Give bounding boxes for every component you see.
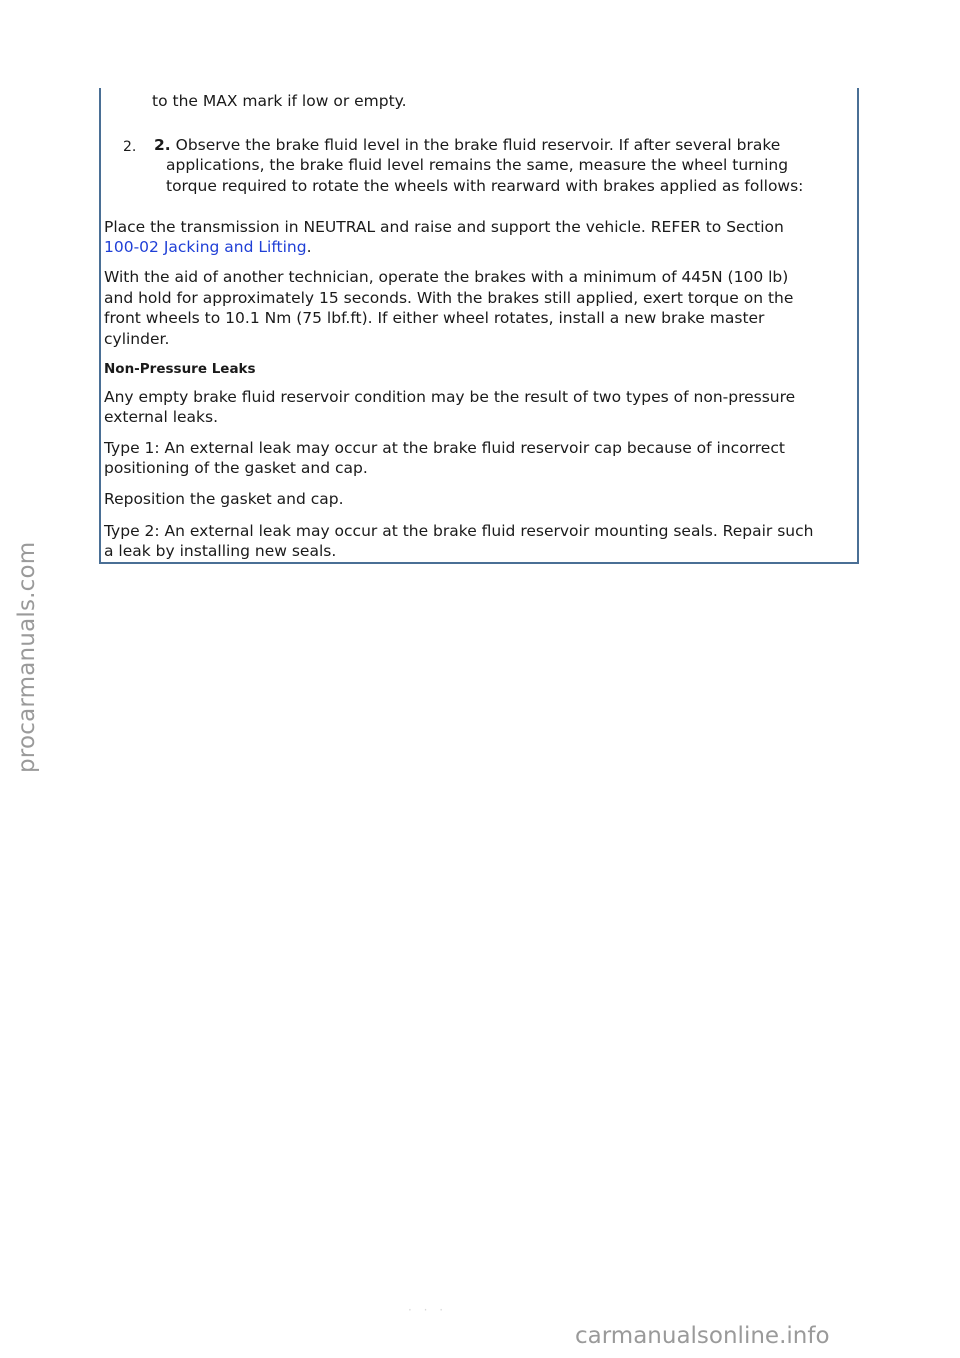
aid-paragraph-line-4: cylinder. xyxy=(104,330,170,348)
step-2-text: Observe the brake fluid level in the brake fluid reservoir. If after several brake xyxy=(170,136,781,154)
intro-line-1: Any empty brake fluid reservoir condition may be the result of two types of non-pressure xyxy=(104,388,796,406)
bottom-watermark: carmanualsonline.info xyxy=(575,1323,830,1349)
type-2-line-2: a leak by installing new seals. xyxy=(104,542,337,560)
aid-paragraph-line-1: With the aid of another technician, operate the brakes with a minimum of 445N (100 lb) xyxy=(104,268,789,286)
step-2-line-3: torque required to rotate the wheels with rearward with brakes applied as follows: xyxy=(166,177,804,195)
jacking-lifting-link[interactable]: 100-02 Jacking and Lifting xyxy=(104,238,307,256)
aid-paragraph-line-2: and hold for approximately 15 seconds. With the brakes still applied, exert torque on the xyxy=(104,289,794,307)
reposition-text: Reposition the gasket and cap. xyxy=(104,490,344,508)
side-watermark: procarmanuals.com xyxy=(14,541,40,773)
step-2-bold-label: 2. xyxy=(154,136,171,154)
step-2-line-1 xyxy=(154,134,780,156)
aid-paragraph-line-3: front wheels to 10.1 Nm (75 lbf.ft). If either wheel rotates, install a new brake master xyxy=(104,309,765,327)
type-1-line-1: Type 1: An external leak may occur at the brake fluid reservoir cap because of incorrect xyxy=(104,439,785,457)
step-2-line-2: applications, the brake fluid level remains the same, measure the wheel turning xyxy=(166,156,789,174)
type-1-line-2: positioning of the gasket and cap. xyxy=(104,459,368,477)
type-2-line-1: Type 2: An external leak may occur at the brake fluid reservoir mounting seals. Repair such xyxy=(104,522,814,540)
step-number: 2. xyxy=(123,139,137,155)
place-paragraph-suffix: . xyxy=(306,238,312,256)
continued-text: to the MAX mark if low or empty. xyxy=(152,92,407,110)
place-paragraph-line-1: Place the transmission in NEUTRAL and raise and support the vehicle. REFER to Section xyxy=(104,218,784,236)
place-paragraph-line-2 xyxy=(104,236,312,258)
non-pressure-heading: Non-Pressure Leaks xyxy=(104,361,256,377)
page-number-faint: · · · xyxy=(408,1303,448,1317)
intro-line-2: external leaks. xyxy=(104,408,219,426)
